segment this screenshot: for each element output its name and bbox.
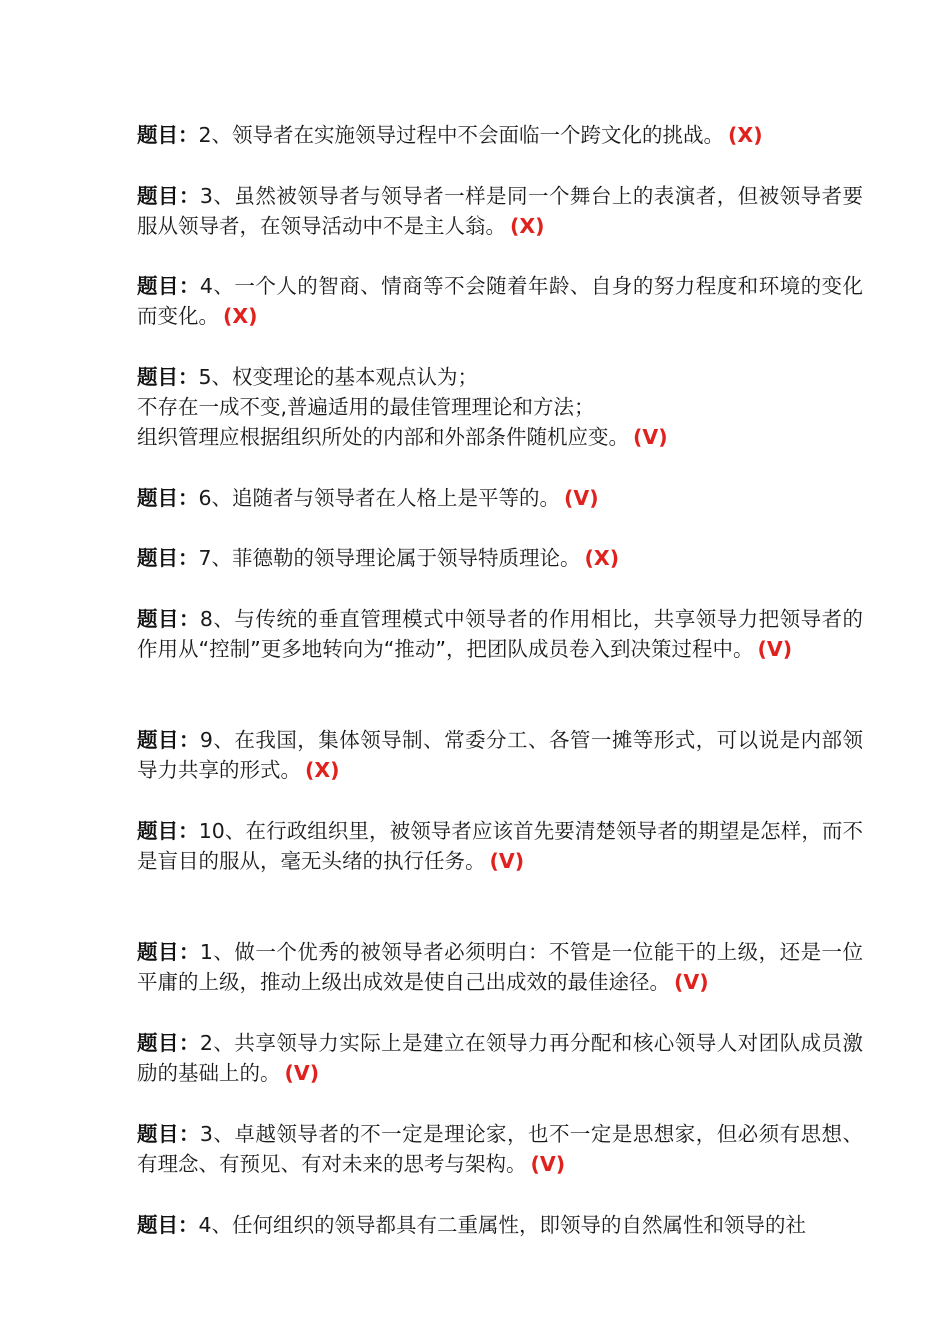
question-label: 题目： bbox=[137, 728, 200, 752]
answer-mark: (V) bbox=[489, 849, 525, 873]
question-text: 1、做一个优秀的被领导者必须明白：不管是一位能干的上级，还是一位平庸的上级，推动上级出成效是使自己出成效的最佳途径。 bbox=[137, 940, 864, 994]
answer-mark: (X) bbox=[584, 546, 620, 570]
question-item bbox=[137, 181, 863, 241]
answer-mark: (V) bbox=[757, 637, 793, 661]
question-label: 题目： bbox=[137, 607, 200, 631]
answer-mark: (V) bbox=[674, 970, 709, 994]
question-item bbox=[137, 483, 863, 513]
question-text: 2、共享领导力实际上是建立在领导力再分配和核心领导人对团队成员激励的基础上的。 bbox=[137, 1031, 864, 1085]
question-label: 题目： bbox=[137, 1031, 200, 1055]
question-label: 题目： bbox=[137, 940, 200, 964]
question-text: 3、虽然被领导者与领导者一样是同一个舞台上的表演者，但被领导者要服从领导者，在领导活动中不是主人翁。 bbox=[137, 184, 864, 238]
question-label: 题目： bbox=[137, 1122, 200, 1146]
question-text: 3、卓越领导者的不一定是理论家，也不一定是思想家，但必须有思想、有理念、有预见、有对未来的思考与架构。 bbox=[137, 1122, 864, 1176]
answer-mark: (V) bbox=[633, 425, 668, 449]
question-item bbox=[137, 362, 863, 452]
question-label: 题目： bbox=[137, 819, 199, 843]
answer-mark: (V) bbox=[284, 1061, 320, 1085]
question-label: 题目： bbox=[137, 274, 200, 298]
question-text: 9、在我国，集体领导制、常委分工、各管一摊等形式，可以说是内部领导力共享的形式。 bbox=[137, 728, 864, 782]
question-text: 4、任何组织的领导都具有二重属性，即领导的自然属性和领导的社 bbox=[198, 1213, 807, 1237]
question-item bbox=[137, 937, 863, 997]
answer-mark: (X) bbox=[510, 214, 545, 238]
question-item bbox=[137, 1119, 863, 1179]
question-label: 题目： bbox=[137, 184, 200, 208]
question-text-line: 不存在一成不变,普遍适用的最佳管理理论和方法； bbox=[137, 395, 595, 419]
question-label: 题目： bbox=[137, 123, 199, 147]
answer-mark: (X) bbox=[223, 304, 258, 328]
question-item bbox=[137, 604, 863, 664]
question-item bbox=[137, 120, 863, 150]
question-label: 题目： bbox=[137, 486, 199, 510]
question-label: 题目： bbox=[137, 365, 199, 389]
question-item bbox=[137, 816, 863, 876]
answer-mark: (X) bbox=[305, 758, 340, 782]
answer-mark: (V) bbox=[530, 1152, 566, 1176]
answer-mark: (X) bbox=[728, 123, 763, 147]
question-item bbox=[137, 725, 863, 785]
question-text: 7、菲德勒的领导理论属于领导特质理论。 bbox=[198, 546, 581, 570]
question-item bbox=[137, 271, 863, 331]
question-label: 题目： bbox=[137, 546, 199, 570]
question-text: 8、与传统的垂直管理模式中领导者的作用相比，共享领导力把领导者的作用从“控制”更多地转向为“推动”，把团队成员卷入到决策过程中。 bbox=[137, 607, 864, 661]
question-text-line: 组织管理应根据组织所处的内部和外部条件随机应变。 bbox=[137, 425, 629, 449]
question-text: 2、领导者在实施领导过程中不会面临一个跨文化的挑战。 bbox=[198, 123, 725, 147]
question-text: 4、一个人的智商、情商等不会随着年龄、自身的努力程度和环境的变化而变化。 bbox=[137, 274, 864, 328]
answer-mark: (V) bbox=[564, 486, 599, 510]
question-label: 题目： bbox=[137, 1213, 199, 1237]
question-text: 5、权变理论的基本观点认为； bbox=[198, 365, 479, 389]
question-item bbox=[137, 543, 863, 573]
question-item bbox=[137, 1210, 863, 1240]
question-text: 6、追随者与领导者在人格上是平等的。 bbox=[198, 486, 561, 510]
question-item bbox=[137, 1028, 863, 1088]
question-text: 10、在行政组织里，被领导者应该首先要清楚领导者的期望是怎样，而不是盲目的服从，毫无头绪的执行任务。 bbox=[137, 819, 863, 873]
